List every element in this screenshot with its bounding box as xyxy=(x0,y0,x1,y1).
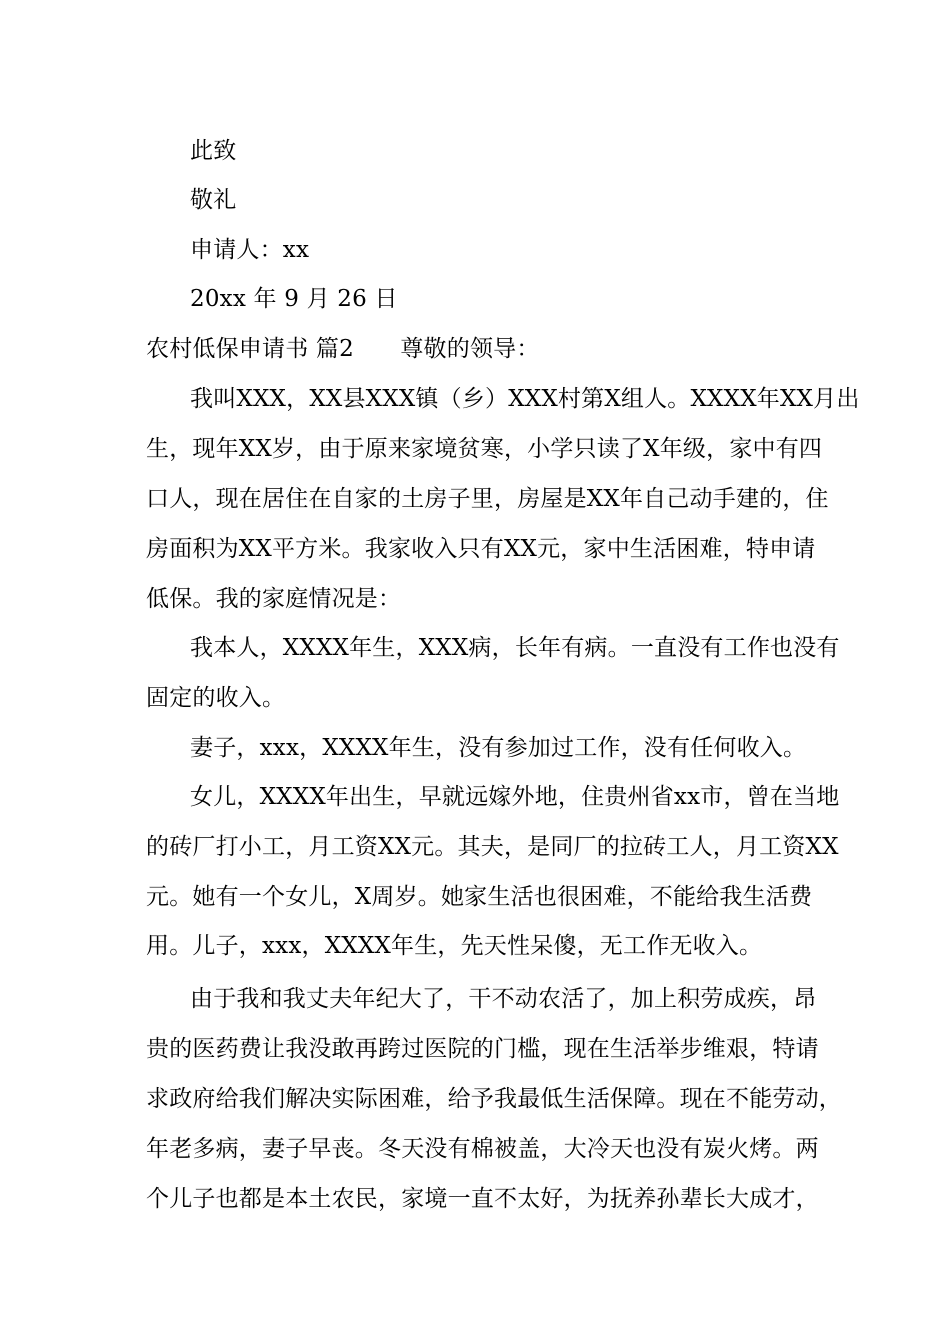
paragraph-line: 由于我和我丈夫年纪大了，干不动农活了，加上积劳成疾，昂 xyxy=(190,986,817,1012)
section-heading: 农村低保申请书 篇2 尊敬的领导： xyxy=(146,336,540,362)
paragraph-line: 贵的医药费让我没敢再跨过医院的门槛，现在生活举步维艰，特请 xyxy=(146,1036,819,1062)
paragraph-line: 妻子，xxx，XXXX年生，没有参加过工作，没有任何收入。 xyxy=(190,735,807,761)
paragraph-line: 我叫XXX，XX县XXX镇（乡）XXX村第X组人。XXXX年XX月出 xyxy=(190,386,860,412)
paragraph-line: 元。她有一个女儿，X周岁。她家生活也很困难，不能给我生活费 xyxy=(146,884,813,910)
paragraph-line: 我本人，XXXX年生，XXX病，长年有病。一直没有工作也没有 xyxy=(190,635,840,661)
application-date: 20xx 年 9 月 26 日 xyxy=(190,286,398,312)
paragraph-line: 求政府给我们解决实际困难，给予我最低生活保障。现在不能劳动， xyxy=(146,1086,842,1112)
paragraph-line: 个儿子也都是本土农民，家境一直不太好，为抚养孙辈长大成才， xyxy=(146,1186,819,1212)
paragraph-line: 口人，现在居住在自家的土房子里，房屋是XX年自己动手建的，住 xyxy=(146,486,829,512)
paragraph-line: 固定的收入。 xyxy=(146,685,286,711)
paragraph-line: 生，现年XX岁，由于原来家境贫寒，小学只读了X年级，家中有四 xyxy=(146,436,823,462)
applicant-signature: 申请人：xx xyxy=(190,237,310,263)
paragraph-line: 低保。我的家庭情况是： xyxy=(146,586,402,612)
closing-regards: 敬礼 xyxy=(190,187,237,213)
paragraph-line: 用。儿子，xxx，XXXX年生，先天性呆傻，无工作无收入。 xyxy=(146,933,763,959)
paragraph-line: 女儿，XXXX年出生，早就远嫁外地，住贵州省xx市，曾在当地 xyxy=(190,784,840,810)
paragraph-line: 的砖厂打小工，月工资XX元。其夫，是同厂的拉砖工人，月工资XX xyxy=(146,834,839,860)
closing-salutation: 此致 xyxy=(190,138,237,164)
paragraph-line: 房面积为XX平方米。我家收入只有XX元，家中生活困难，特申请 xyxy=(146,536,816,562)
paragraph-line: 年老多病，妻子早丧。冬天没有棉被盖，大冷天也没有炭火烤。两 xyxy=(146,1136,819,1162)
